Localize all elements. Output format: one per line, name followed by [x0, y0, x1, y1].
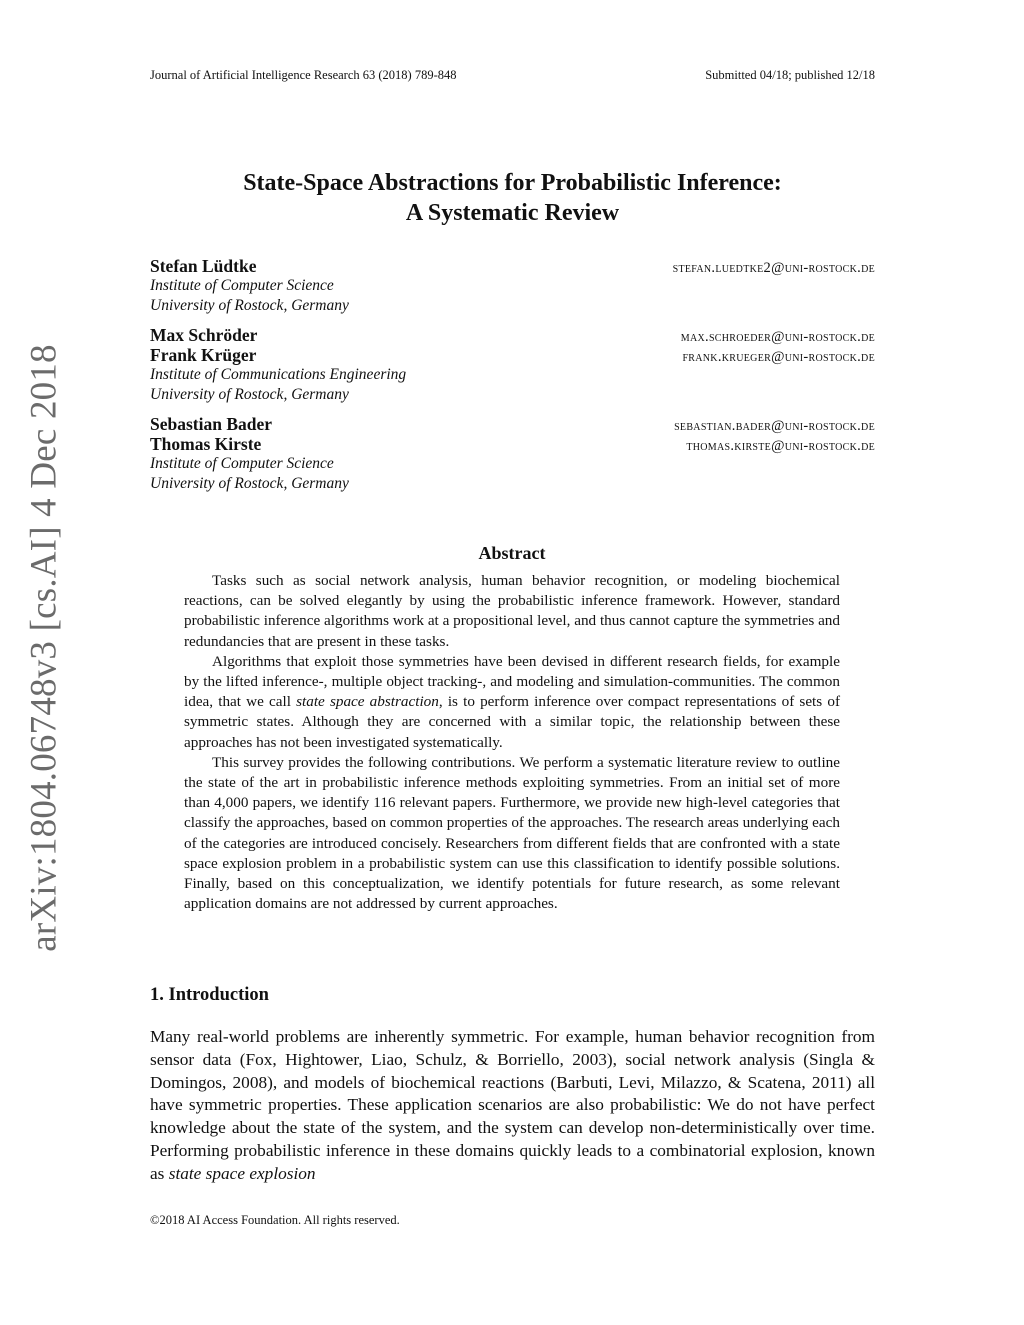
author-row	[150, 256, 875, 276]
section-heading: 1. Introduction	[150, 985, 269, 1005]
author-group-2	[150, 325, 875, 405]
running-header	[150, 68, 875, 83]
abstract-paragraph-2-text: Algorithms that exploit those symmetries have been devised in different research fields, for example by the lifted inference-, multiple object tracking-, and modeling and simulation-communities. The common idea, that we call	[184, 652, 840, 711]
author-name: Thomas Kirste	[150, 434, 262, 454]
author-email[interactable]: frank.krueger@uni-rostock.de	[682, 349, 875, 365]
abstract-section	[184, 543, 840, 914]
title-line-1: State-Space Abstractions for Probabilistic Inference:	[243, 170, 782, 196]
author-name: Frank Krüger	[150, 345, 257, 365]
author-name: Stefan Lüdtke	[150, 256, 257, 276]
author-group-3	[150, 414, 875, 494]
abstract-paragraph-2-text: , is to perform inference over compact representations of sets of symmetric states. Although they are concerned with a similar topic, the relationship between these approaches has not been investigated systematically.	[184, 693, 840, 751]
author-email[interactable]: sebastian.bader@uni-rostock.de	[674, 418, 875, 434]
author-name: Sebastian Bader	[150, 414, 273, 434]
affiliation-university: University of Rostock, Germany	[150, 475, 349, 492]
author-email[interactable]: max.schroeder@uni-rostock.de	[680, 329, 875, 345]
paper-title	[150, 168, 875, 228]
submission-dates: Submitted 04/18; published 12/18	[705, 68, 875, 82]
abstract-heading: Abstract	[478, 543, 546, 563]
author-row	[150, 414, 875, 434]
journal-citation: Journal of Artificial Intelligence Research 63 (2018) 789-848	[150, 68, 457, 82]
author-group-1	[150, 256, 875, 316]
author-row	[150, 325, 875, 345]
emphasized-term: state space explosion	[168, 1163, 316, 1183]
author-row	[150, 434, 875, 454]
copyright-footer: ©2018 AI Access Foundation. All rights reserved.	[150, 1213, 400, 1227]
emphasized-term: state space abstraction	[296, 693, 439, 711]
title-line-2: A Systematic Review	[405, 200, 620, 226]
introduction-paragraph-1	[150, 1026, 875, 1186]
abstract-paragraph-3: This survey provides the following contributions. We perform a systematic literature review to outline the state of the art in probabilistic inference methods exploiting symmetries. From an initial set of more than 4,000 papers, we identify 116 relevant papers. Furthermore, we provide new high-level categories that classify the approaches, based on common properties of the approaches. The research areas underlying each of the categories are introduced concisely. Researchers from different fields that are confronted with a state space explosion problem in a probabilistic system can use this classification to identify possible solutions. Finally, based on this conceptualization, we identify potentials for future research, as some relevant application domains are not addressed by current approaches.	[184, 753, 840, 913]
abstract-paragraph-2	[184, 652, 840, 753]
author-email[interactable]: stefan.luedtke2@uni-rostock.de	[672, 260, 875, 276]
abstract-paragraph-1: Tasks such as social network analysis, human behavior recognition, or modeling biochemical reactions, can be solved elegantly by using the probabilistic inference framework. However, standard probabilistic inference algorithms work at a propositional level, and thus cannot capture the symmetries and redundancies that are present in these tasks.	[184, 572, 840, 650]
introduction-section	[150, 985, 875, 1186]
author-list	[150, 256, 875, 503]
affiliation-university: University of Rostock, Germany	[150, 297, 349, 314]
affiliation-institute: Institute of Communications Engineering	[150, 366, 407, 383]
author-email[interactable]: thomas.kirste@uni-rostock.de	[686, 438, 875, 454]
affiliation-institute: Institute of Computer Science	[150, 455, 334, 472]
author-row	[150, 345, 875, 365]
arxiv-identifier: arXiv:1804.06748v3 [cs.AI] 4 Dec 2018	[23, 344, 65, 952]
affiliation-institute: Institute of Computer Science	[150, 277, 334, 294]
introduction-text: Many real-world problems are inherently symmetric. For example, human behavior recognition from sensor data (Fox, Hightower, Liao, Schulz, & Borriello, 2003), social network analysis (Singla & Domingos, 2008), and models of biochemical reactions (Barbuti, Levi, Milazzo, & Scatena, 2011) all have symmetric properties. These application scenarios are also probabilistic: We do not have perfect knowledge about the state of the system, and the system can develop non-deterministically over time. Performing probabilistic inference in these domains quickly leads to a combinatorial explosion, known as	[150, 1027, 875, 1183]
author-name: Max Schröder	[150, 325, 258, 345]
affiliation-university: University of Rostock, Germany	[150, 386, 349, 403]
